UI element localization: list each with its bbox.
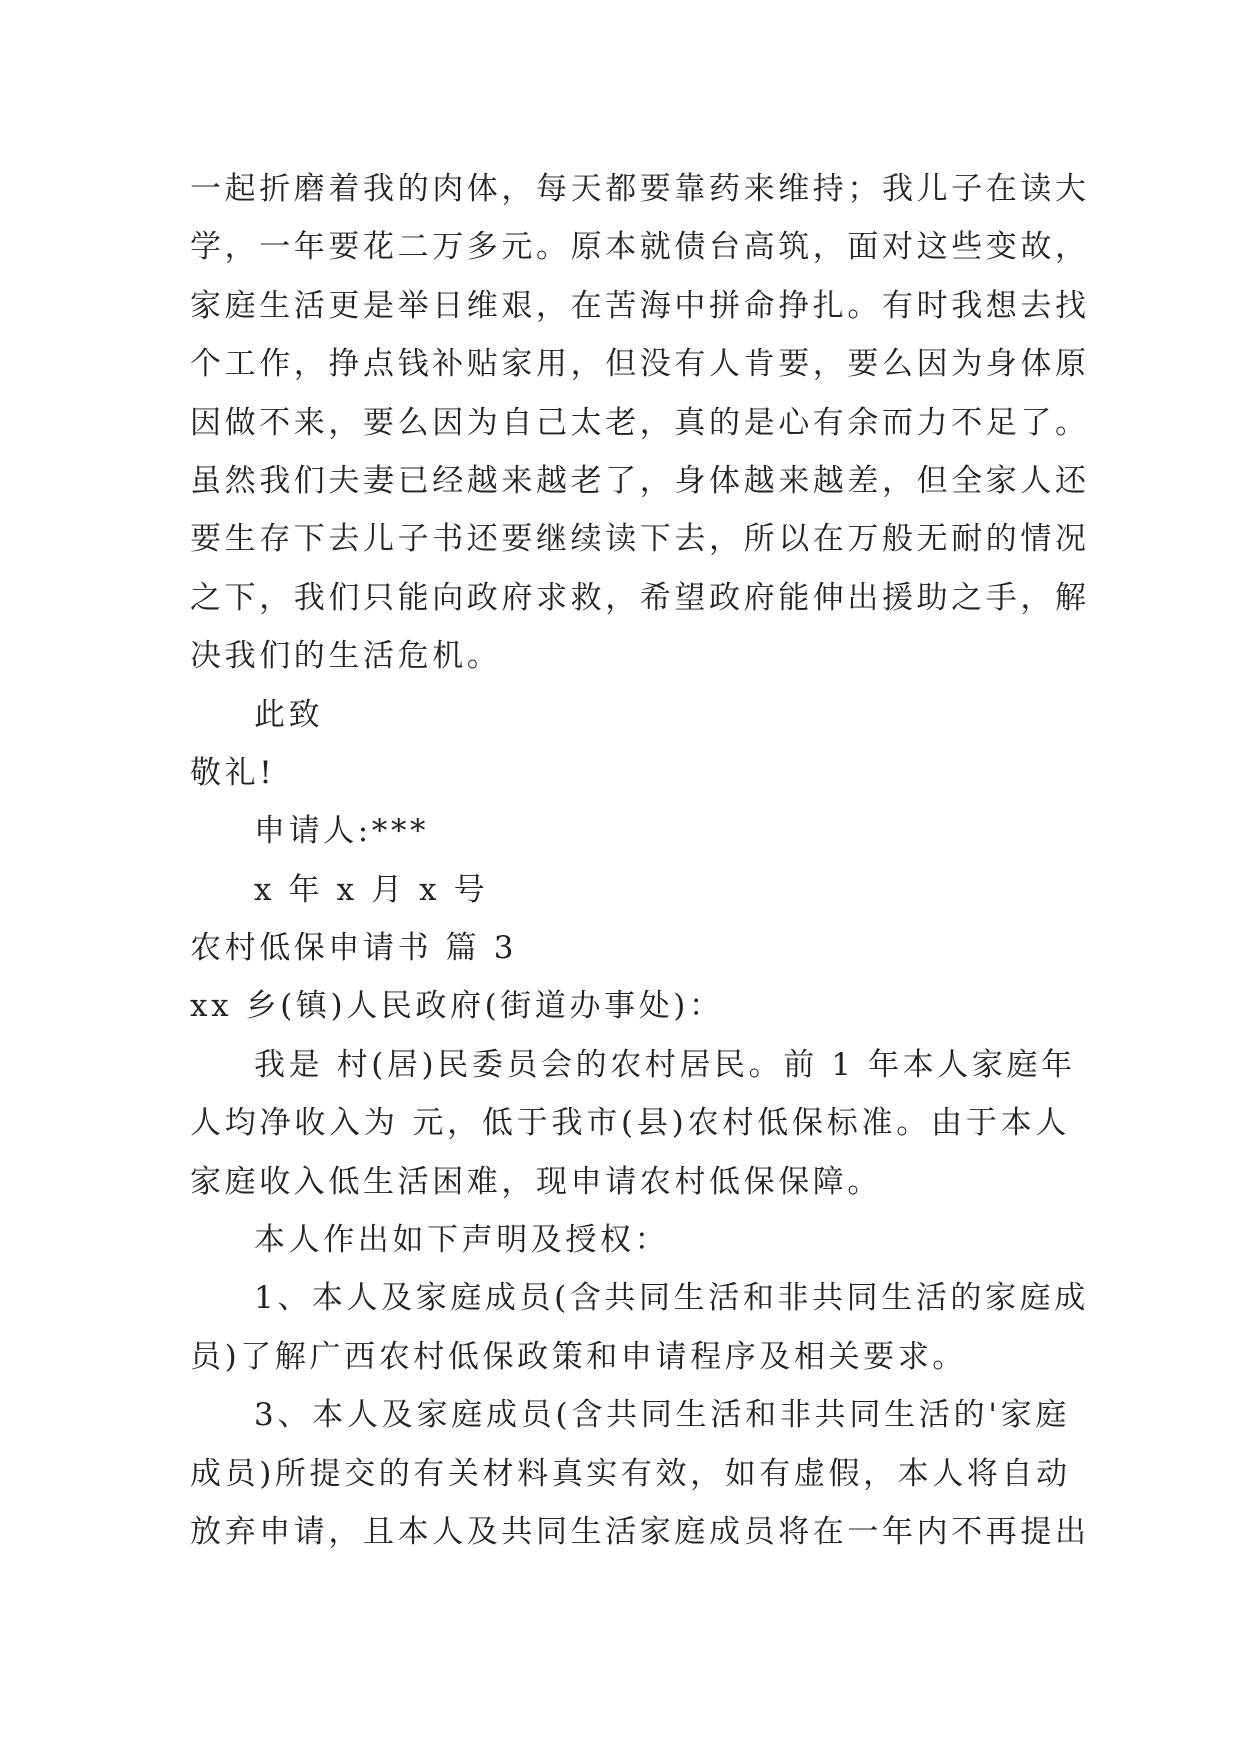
text-line: 一起折磨着我的肉体，每天都要靠药来维持；我儿子在读大 bbox=[190, 171, 1090, 207]
text-line: 人均净收入为 元，低于我市(县)农村低保标准。由于本人 bbox=[190, 1105, 1070, 1142]
text-line: 学，一年要花二万多元。原本就债台高筑，面对这些变故， bbox=[190, 229, 1090, 266]
text-line: 我是 村(居)民委员会的农村居民。前 1 年本人家庭年 bbox=[254, 1046, 1076, 1083]
text-line: 家庭生活更是举日维艰，在苦海中拼命挣扎。有时我想去找 bbox=[190, 287, 1090, 324]
text-line: x 年 x 月 x 号 bbox=[254, 871, 489, 908]
text-line: 此致 bbox=[254, 696, 324, 733]
text-line: 家庭收入低生活困难，现申请农村低保保障。 bbox=[190, 1163, 882, 1200]
text-line: 放弃申请，且本人及共同生活家庭成员将在一年内不再提出 bbox=[190, 1513, 1090, 1550]
text-line: xx 乡(镇)人民政府(街道办事处)： bbox=[190, 988, 724, 1025]
text-line: 要生存下去儿子书还要继续读下去，所以在万般无耐的情况 bbox=[190, 521, 1090, 558]
text-line: 个工作，挣点钱补贴家用，但没有人肯要，要么因为身体原 bbox=[190, 346, 1090, 383]
text-line: 敬礼! bbox=[190, 754, 276, 791]
text-line: 农村低保申请书 篇 3 bbox=[190, 930, 518, 967]
document-body bbox=[190, 160, 1090, 1561]
text-line: 决我们的生活危机。 bbox=[190, 638, 502, 675]
text-line: 3、本人及家庭成员(含共同生活和非共同生活的'家庭 bbox=[254, 1397, 1070, 1434]
text-line: 成员)所提交的有关材料真实有效，如有虚假，本人将自动 bbox=[190, 1455, 1071, 1492]
text-line: 之下，我们只能向政府求救，希望政府能伸出援助之手，解 bbox=[190, 579, 1090, 616]
text-line: 因做不来，要么因为自己太老，真的是心有余而力不足了。 bbox=[190, 404, 1090, 441]
text-line: 员)了解广西农村低保政策和申请程序及相关要求。 bbox=[190, 1338, 967, 1375]
text-line: 虽然我们夫妻已经越来越老了，身体越来越差，但全家人还 bbox=[190, 462, 1090, 499]
text-line: 本人作出如下声明及授权： bbox=[254, 1222, 670, 1259]
text-line: 申请人:*** bbox=[254, 813, 430, 850]
text-line: 1、本人及家庭成员(含共同生活和非共同生活的家庭成 bbox=[254, 1280, 1089, 1317]
